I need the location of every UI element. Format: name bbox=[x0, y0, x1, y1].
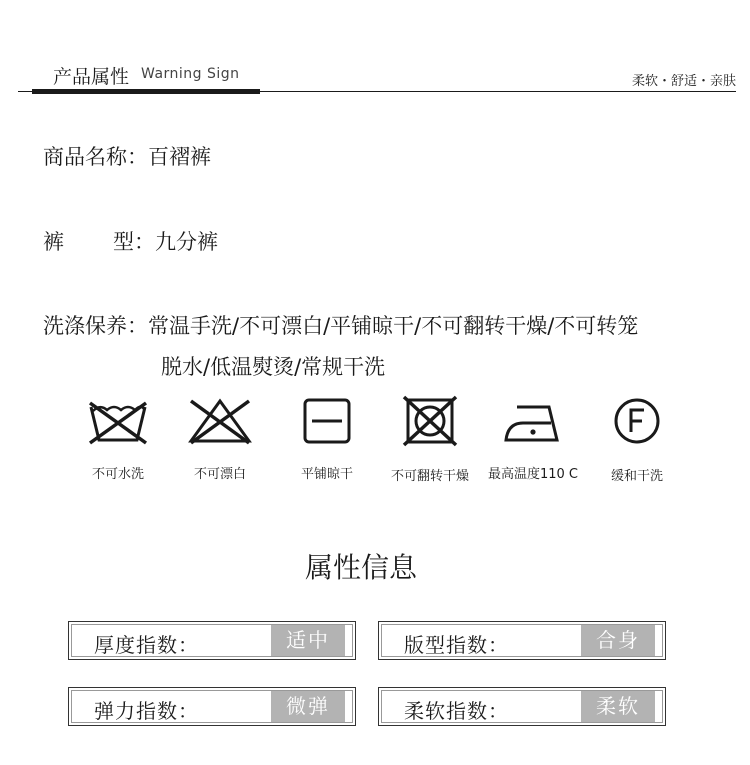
product-name-value: 百褶裤 bbox=[148, 145, 211, 169]
header bbox=[0, 0, 750, 100]
care-icon-item bbox=[587, 395, 687, 484]
no-machine-wash-icon bbox=[87, 395, 149, 445]
product-type-row bbox=[43, 226, 218, 256]
section-title-product-attributes: 产品属性 bbox=[53, 66, 130, 88]
attribute-box-elasticity bbox=[68, 687, 356, 726]
care-icon-label: 最高温度110 C bbox=[487, 467, 579, 482]
care-row bbox=[43, 310, 638, 340]
product-name-row bbox=[43, 141, 211, 171]
product-type-label-a: 裤 bbox=[43, 230, 64, 254]
product-type-value: 九分裤 bbox=[155, 230, 218, 254]
care-icon-label: 不可翻转干燥 bbox=[390, 469, 469, 484]
section-subtitle: Warning Sign bbox=[141, 66, 240, 82]
care-icons bbox=[0, 395, 750, 495]
attribute-name: 厚度指数： bbox=[94, 633, 199, 657]
attribute-value-chip: 适中 bbox=[271, 625, 345, 656]
slogan: 柔软・舒适・亲肤 bbox=[631, 74, 736, 89]
care-icon-label: 不可水洗 bbox=[91, 467, 144, 482]
care-icon-item bbox=[68, 395, 168, 482]
care-icon-label: 缓和干洗 bbox=[610, 469, 663, 484]
no-bleach-icon bbox=[185, 395, 255, 445]
care-text-line1: 常温手洗/不可漂白/平铺晾干/不可翻转干燥/不可转笼 bbox=[148, 314, 639, 338]
attribute-box-thickness bbox=[68, 621, 356, 660]
care-icon-item bbox=[170, 395, 270, 482]
care-icon-label: 不可漂白 bbox=[193, 467, 246, 482]
attribute-name: 版型指数： bbox=[404, 633, 509, 657]
product-type-label-b: 型： bbox=[113, 230, 155, 254]
attribute-name: 弹力指数： bbox=[94, 699, 199, 723]
header-accent-bar bbox=[32, 89, 260, 94]
attribute-box-softness bbox=[378, 687, 666, 726]
no-tumble-dry-icon bbox=[402, 395, 458, 447]
care-icon-label: 平铺晾干 bbox=[300, 467, 353, 482]
care-icon-item bbox=[380, 395, 480, 484]
attribute-value-chip: 微弹 bbox=[271, 691, 345, 722]
iron-low-icon bbox=[501, 395, 565, 445]
attribute-value-chip: 柔软 bbox=[581, 691, 655, 722]
dry-flat-icon bbox=[302, 395, 352, 445]
attribute-value-chip: 合身 bbox=[581, 625, 655, 656]
care-text-line2: 脱水/低温熨烫/常规干洗 bbox=[161, 355, 386, 379]
attribute-box-fit bbox=[378, 621, 666, 660]
attributes-title: 属性信息 bbox=[304, 551, 417, 584]
product-name-label: 商品名称： bbox=[43, 145, 148, 169]
care-icon-item bbox=[483, 395, 583, 482]
care-label: 洗涤保养： bbox=[43, 314, 148, 338]
care-icon-item bbox=[277, 395, 377, 482]
attribute-name: 柔软指数： bbox=[404, 699, 509, 723]
dry-clean-f-icon bbox=[611, 395, 663, 447]
